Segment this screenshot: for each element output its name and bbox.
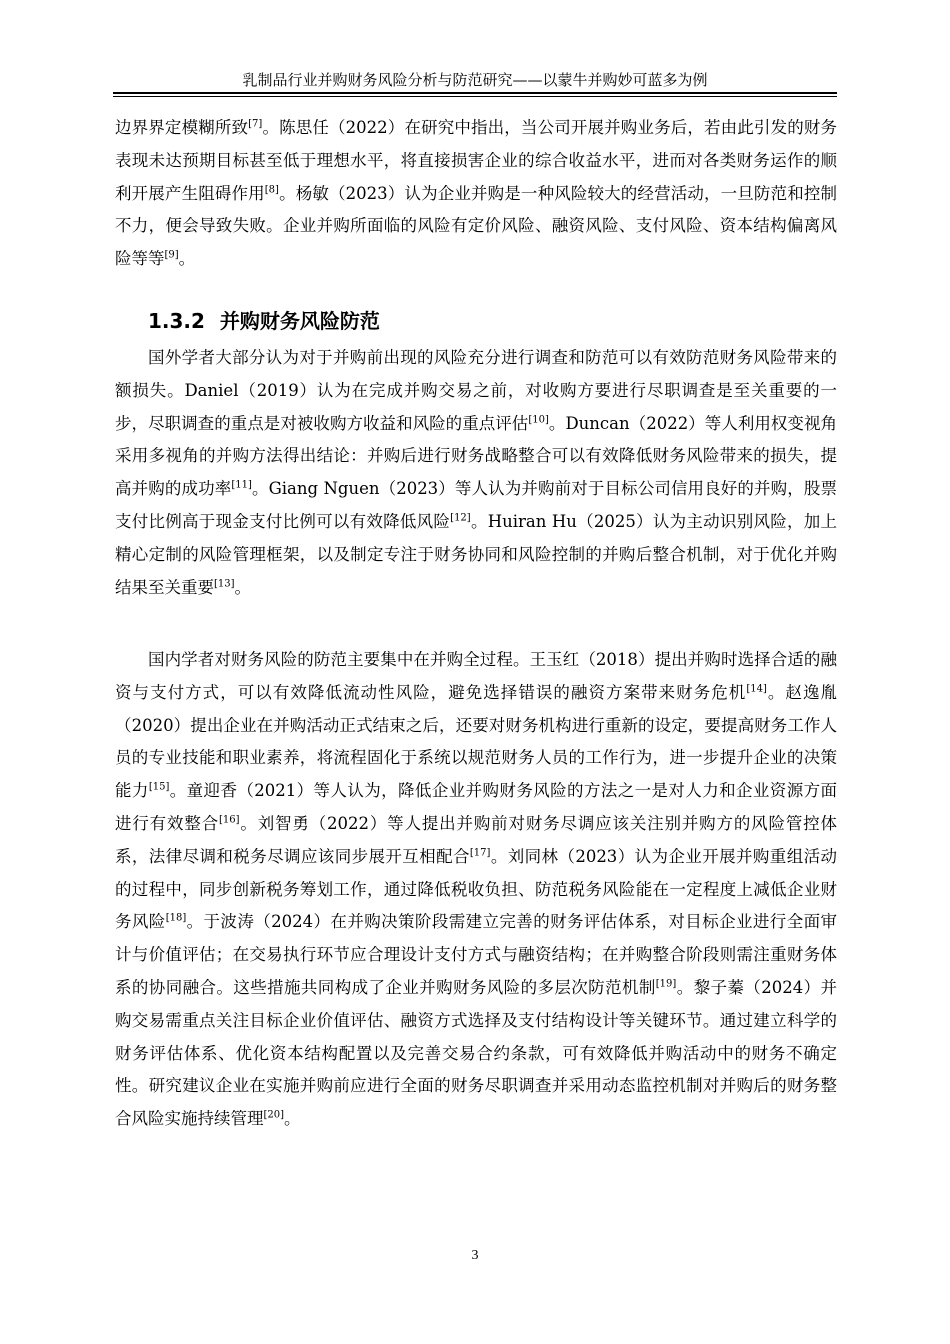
paragraph-text: 。童迎香（2021）等人认为，降低企业并购财务风险的方法之一是对人力和企业资源方面进行有效整合 — [115, 781, 838, 833]
paragraph-text: 。 — [178, 249, 196, 269]
paragraph-text: 。于波涛（2024）在并购决策阶段需建立完善的财务评估体系，对目标企业进行全面审计与价值评估；在交易执行环节应合理设计支付方式与融资结构；在并购整合阶段则需注重财务体系的协同融合。这些措施共同构成了企业并购财务风险的多层次防范机制 — [115, 912, 837, 997]
citation-ref: [14] — [746, 683, 767, 695]
paragraph-text: 。刘同林（2023）认为企业开展并购重组活动的过程中，同步创新税务筹划工作，通过降低税收负担、防范税务风险能在一定程度上减低企业财务风险 — [115, 846, 837, 932]
section-heading — [148, 304, 380, 338]
citation-ref: [19] — [655, 978, 677, 990]
citation-ref: [10] — [528, 414, 549, 426]
citation-ref: [9] — [164, 249, 179, 261]
page-number: 3 — [471, 1248, 479, 1263]
paragraph-text: 。Huiran Hu（2025）认为主动识别风险，加上精心定制的风险管理框架，以及制定专注于财务协同和风险控制的并购后整合机制，对于优化并购结果至关重要 — [115, 511, 837, 597]
paragraph-text: 。Duncan（2022）等人利用权变视角采用多视角的并购方法得出结论：并购后进行财务战略整合可以有效降低财务风险带来的损失，提高并购的成功率 — [115, 413, 837, 499]
paragraph-continued — [115, 112, 837, 276]
paragraph-text: 。 — [234, 577, 252, 597]
citation-ref: [20] — [263, 1109, 285, 1121]
paragraph-text: 国外学者大部分认为对于并购前出现的风险充分进行调查和防范可以有效防范财务风险带来的额损失。Daniel（2019）认为在完成并购交易之前，对收购方要进行尽职调查是至关重要的一步，尽职调查的重点是对被收购方收益和风险的重点评估 — [115, 348, 837, 433]
citation-ref: [7] — [248, 118, 263, 130]
paragraph-text: 。Giang Nguen（2023）等人认为并购前对于目标公司信用良好的并购，股票支付比例高于现金支付比例可以有效降低风险 — [115, 479, 837, 531]
section-number: 1.3.2 — [148, 309, 205, 333]
citation-ref: [15] — [148, 781, 170, 793]
running-header: 乳制品行业并购财务风险分析与防范研究——以蒙牛并购妙可蓝多为例 — [242, 71, 708, 89]
header-rule-thin — [113, 96, 837, 97]
paragraph-text: 国内学者对财务风险的防范主要集中在并购全过程。王玉红（2018）提出并购时选择合适的融资与支付方式，可以有效降低流动性风险，避免选择错误的融资方案带来财务危机 — [115, 650, 837, 702]
paragraph-text: 。刘智勇（2022）等人提出并购前对财务尽调应该关注别并购方的风险管控体系，法律尽调和税务尽调应该同步展开互相配合 — [115, 813, 837, 866]
paragraph-text: 。陈思任（2022）在研究中指出，当公司开展并购业务后，若由此引发的财务表现未达预期目标甚至低于理想水平，将直接损害企业的综合收益水平，进而对各类财务运作的顺利开展产生阻碍作用 — [115, 118, 837, 203]
paragraph-text: 。赵逸胤（2020）提出企业在并购活动正式结束之后，还要对财务机构进行重新的设定，要提高财务工作人员的专业技能和职业素养，将流程固化于系统以规范财务人员的工作行为，进一步提升企业的决策能力 — [115, 682, 838, 801]
section-title: 并购财务风险防范 — [219, 309, 380, 333]
header-rule — [113, 92, 837, 94]
citation-ref: [16] — [219, 814, 240, 826]
citation-ref: [13] — [214, 578, 235, 590]
citation-ref: [8] — [264, 184, 279, 196]
paragraph-foreign-scholars — [115, 342, 837, 604]
paragraph-text: 边界界定模糊所致 — [115, 118, 249, 137]
paragraph-text: 。 — [284, 1109, 301, 1129]
paragraph-text: 。杨敏（2023）认为企业并购是一种风险较大的经营活动，一旦防范和控制不力，便会导致失败。企业并购所面临的风险有定价风险、融资风险、支付风险、资本结构偏离风险等等 — [115, 183, 837, 269]
paragraph-text: 。黎子蓁（2024）并购交易需重点关注目标企业价值评估、融资方式选择及支付结构设计等关键环节。通过建立科学的财务评估体系、优化资本结构配置以及完善交易合约条款，可有效降低并购活动中的财务不确定性。研究建议企业在实施并购前应进行全面的财务尽职调查并采用动态监控机制对并购后的财务整合风险实施持续管理 — [115, 977, 837, 1129]
citation-ref: [12] — [450, 512, 471, 524]
paragraph-domestic-scholars — [115, 644, 837, 1136]
citation-ref: [18] — [165, 912, 187, 924]
citation-ref: [17] — [469, 847, 491, 859]
citation-ref: [11] — [231, 479, 252, 491]
